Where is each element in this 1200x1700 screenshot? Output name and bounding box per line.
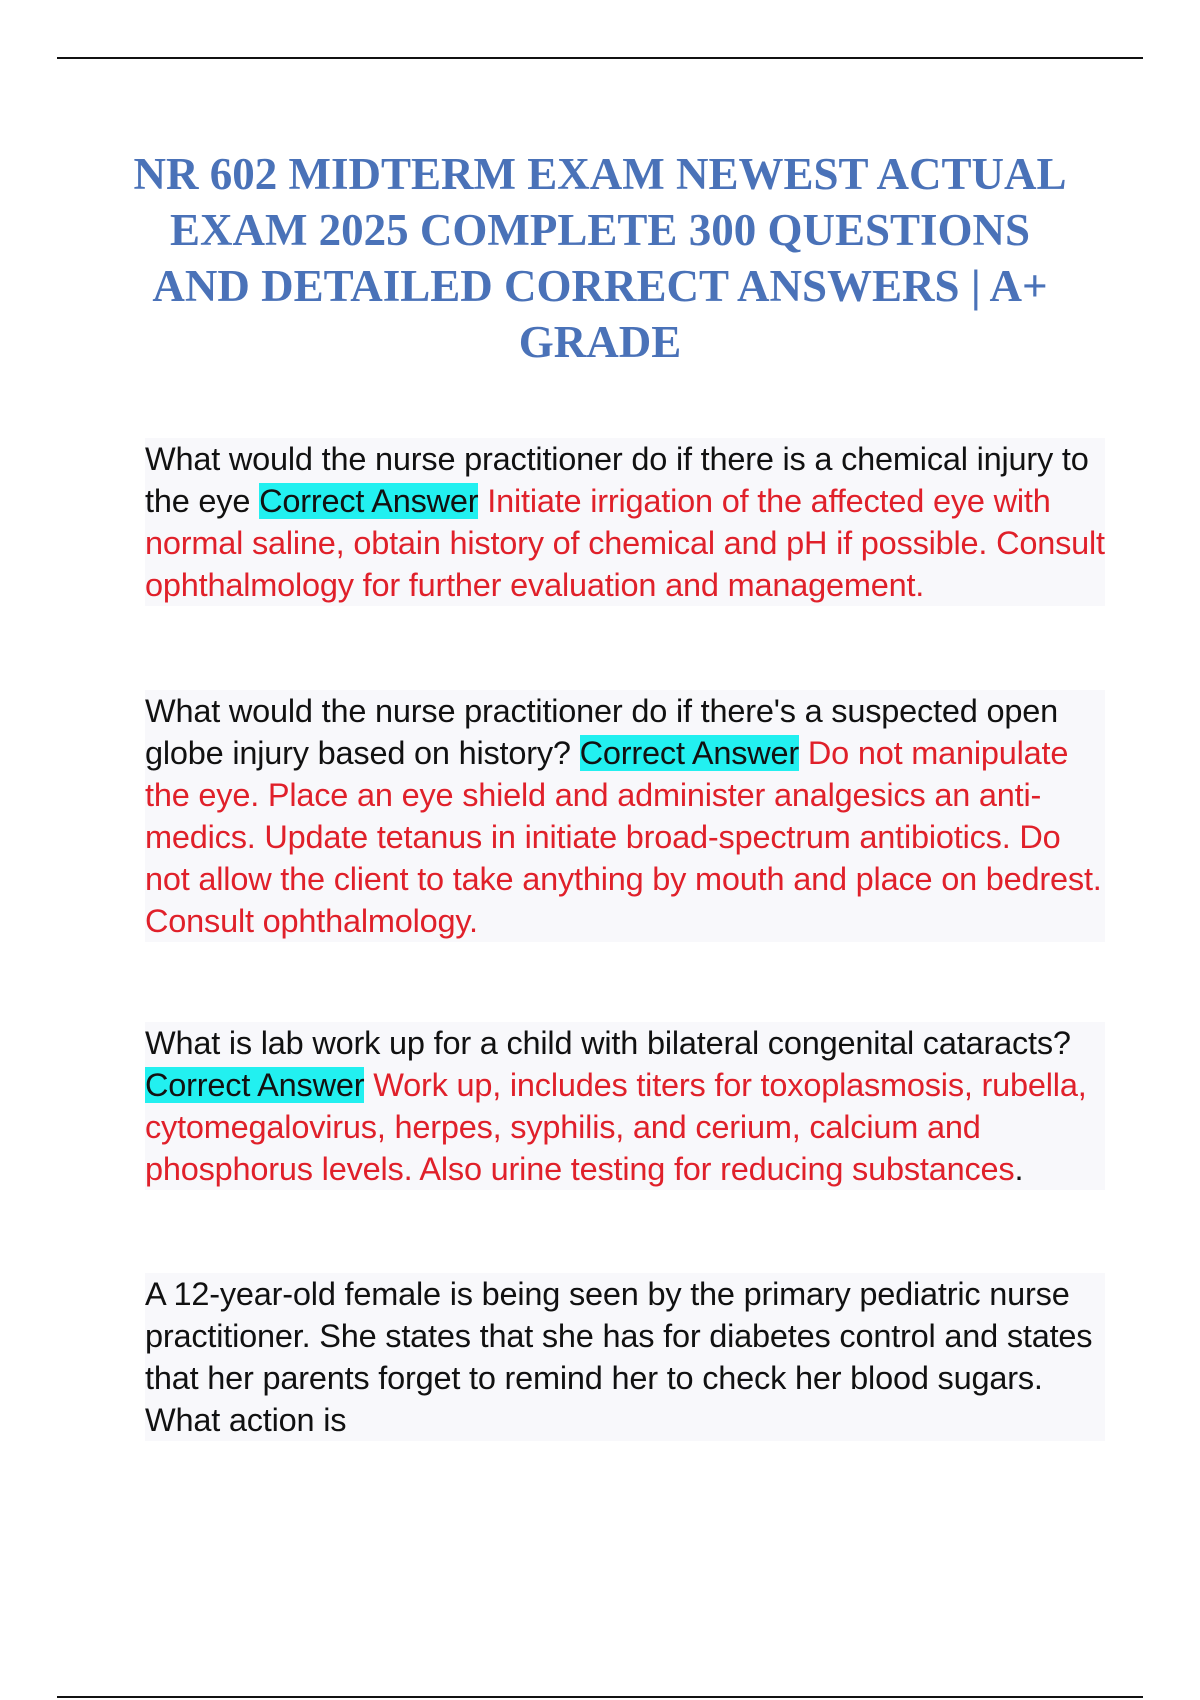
answer-text: Work up, includes titers for toxoplasmosis, rubella, cytomegalovirus, herpes, syphilis, and cerium, calcium and phosphorus levels. Also urine testing for reducing substances — [145, 1067, 1087, 1187]
qa-item-3 — [145, 1022, 1105, 1190]
question-text: What would the nurse practitioner do if there is a chemical injury to the eye — [145, 441, 1089, 519]
top-rule — [57, 57, 1143, 59]
correct-answer-label: Correct Answer — [145, 1067, 365, 1103]
answer-text: Do not manipulate the eye. Place an eye shield and administer analgesics an anti-medics. Update tetanus in initiate broad-spectrum antibiotics. Do not allow the client to take anything by mouth and place on bedrest. Consult ophthalmology. — [145, 735, 1102, 939]
qa-item-4 — [145, 1273, 1105, 1441]
correct-answer-label: Correct Answer — [259, 483, 479, 519]
question-text: What is lab work up for a child with bilateral congenital cataracts? — [145, 1025, 1071, 1061]
qa-item-1 — [145, 438, 1105, 606]
correct-answer-label: Correct Answer — [579, 735, 800, 771]
document-title: NR 602 MIDTERM EXAM NEWEST ACTUAL EXAM 2025 COMPLETE 300 QUESTIONS AND DETAILED CORRECT ANSWERS | A+ GRADE — [133, 149, 1067, 367]
question-text: A 12-year-old female is being seen by the primary pediatric nurse practitioner. She states that she has for diabetes control and states that her parents forget to remind her to check her blood sugars. What action is — [145, 1276, 1093, 1438]
question-text: What would the nurse practitioner do if there's a suspected open globe injury based on history? — [145, 693, 1058, 771]
bottom-rule — [57, 1696, 1143, 1698]
qa-item-2 — [145, 690, 1105, 942]
answer-text: Initiate irrigation of the affected eye with normal saline, obtain history of chemical and pH if possible. Consult ophthalmology for further evaluation and management. — [145, 483, 1105, 603]
answer-tail: . — [1014, 1151, 1024, 1187]
